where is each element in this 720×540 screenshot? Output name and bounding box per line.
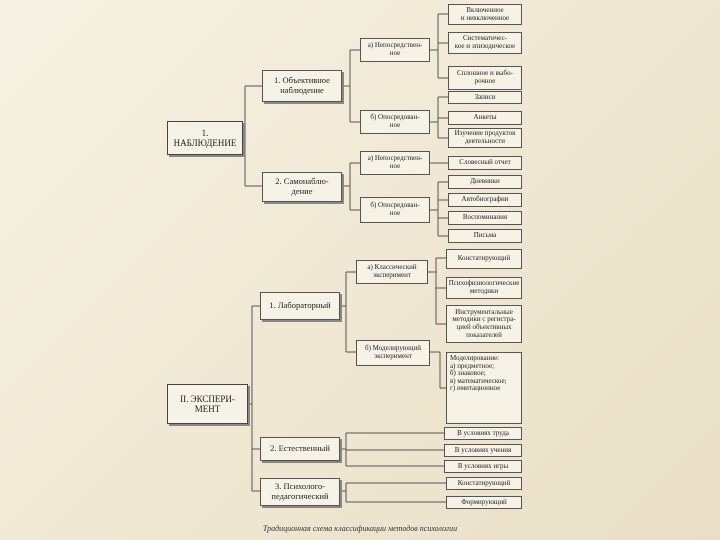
objective-mediated-node: б) Опосредован- ное (360, 110, 430, 134)
natural-experiment-node: 2. Естественный (260, 437, 340, 461)
leaf-work-node: В условиях труда (444, 427, 522, 440)
leaf-questionnaires-node: Анкеты (448, 111, 522, 125)
objective-unmediated-node: а) Непосредствен- ное (360, 38, 430, 62)
leaf-systematic-node: Систематичес- кое и эпизодическое (448, 32, 522, 54)
leaf-psychophysio-node: Психофизиологические методики (446, 277, 522, 299)
objective-observation-node: 1. Объективное наблюдение (262, 70, 342, 102)
method-observation-node: 1. НАБЛЮДЕНИЕ (167, 121, 243, 155)
leaf-included-node: Включенное и невключенное (448, 4, 522, 25)
self-unmediated-node: а) Непосредствен- ное (360, 151, 430, 175)
formative-experiment-node: 3. Психолого- педагогический (260, 478, 340, 506)
leaf-diaries-node: Дневники (448, 175, 522, 189)
leaf-ascertaining-node: Констатирующий (446, 477, 522, 490)
leaf-forming-node: Формирующий (446, 496, 522, 509)
leaf-play-node: В условиях игры (444, 460, 522, 473)
leaf-study-node: В условиях учения (444, 444, 522, 457)
leaf-activity-products-node: Изучение продуктов деятельности (448, 128, 522, 148)
leaf-stating-node: Констатирующий (446, 249, 522, 269)
lab-modeling-node: б) Моделирующий эксперимент (356, 340, 430, 366)
self-observation-node: 2. Самонаблю- дение (262, 172, 342, 202)
leaf-letters-node: Письма (448, 229, 522, 243)
leaf-records-node: Записи (448, 91, 522, 104)
leaf-memoirs-node: Воспоминания (448, 211, 522, 225)
leaf-verbal-report-node: Словесный отчет (448, 156, 522, 170)
self-mediated-node: б) Опосредован- ное (360, 197, 430, 223)
lab-classic-node: а) Классический эксперимент (356, 260, 428, 284)
leaf-selective-node: Сплошное и выбо- рочное (448, 66, 522, 90)
leaf-autobiographies-node: Автобиографии (448, 193, 522, 207)
diagram-caption: Традиционная схема классификации методов психологии (262, 524, 458, 533)
leaf-instrumental-node: Инструментальные методики с регистра- цией объективных показателей (446, 305, 522, 343)
leaf-modeling-list-node: Моделирование: а) предметное; б) знаковое; в) математическое; г) имитационное (446, 352, 522, 424)
method-experiment-node: II. ЭКСПЕРИ- МЕНТ (167, 384, 248, 424)
lab-experiment-node: 1. Лабораторный (260, 292, 340, 320)
